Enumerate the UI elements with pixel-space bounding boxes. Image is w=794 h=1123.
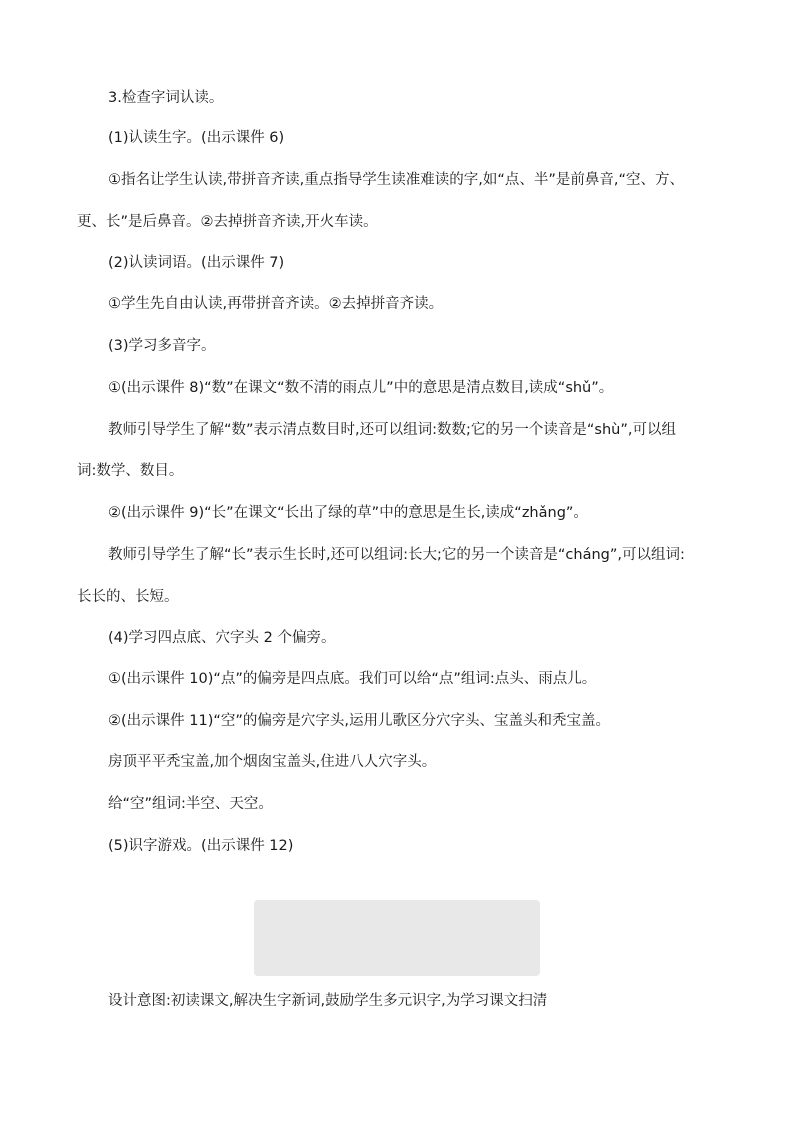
paragraph-line: 教师引导学生了解“数”表示清点数目时,还可以组词:数数;它的另一个读音是“shù”,可以组 <box>108 422 676 438</box>
paragraph-subheading-4: (4)学习四点底、穴字头 2 个偏旁。 <box>108 630 336 646</box>
paragraph-subheading-5: (5)识字游戏。(出示课件 12) <box>108 838 294 854</box>
paragraph-line: 给“空”组词:半空、天空。 <box>108 796 273 812</box>
courseware-image <box>254 900 540 976</box>
design-intent-line: 设计意图:初读课文,解决生字新词,鼓励学生多元识字,为学习课文扫清 <box>108 993 548 1009</box>
paragraph-line-continued: 词:数学、数目。 <box>77 463 184 479</box>
paragraph-line: ①(出示课件 8)“数”在课文“数不清的雨点儿”中的意思是清点数目,读成“shǔ”。 <box>108 380 614 396</box>
paragraph-line: ②(出示课件 9)“长”在课文“长出了绿的草”中的意思是生长,读成“zhǎng”。 <box>108 505 588 521</box>
paragraph-line: ①学生先自由认读,再带拼音齐读。②去掉拼音齐读。 <box>108 296 444 312</box>
paragraph-subheading-1: (1)认读生字。(出示课件 6) <box>108 130 285 146</box>
paragraph-heading-3: 3.检查字词认读。 <box>108 90 224 106</box>
paragraph-line: ②(出示课件 11)“空”的偏旁是穴字头,运用儿歌区分穴字头、宝盖头和秃宝盖。 <box>108 713 611 729</box>
paragraph-subheading-3: (3)学习多音字。 <box>108 338 216 354</box>
paragraph-line-continued: 长长的、长短。 <box>77 589 179 605</box>
paragraph-line: ①指名让学生认读,带拼音齐读,重点指导学生读准难读的字,如“点、半”是前鼻音,“空、方、 <box>108 172 684 188</box>
paragraph-subheading-2: (2)认读词语。(出示课件 7) <box>108 255 285 271</box>
paragraph-line-continued: 更、长”是后鼻音。②去掉拼音齐读,开火车读。 <box>77 214 378 230</box>
paragraph-line: 房顶平平秃宝盖,加个烟囱宝盖头,住进八人穴字头。 <box>108 754 437 770</box>
paragraph-line: 教师引导学生了解“长”表示生长时,还可以组词:长大;它的另一个读音是“cháng”,可以组词: <box>108 547 685 563</box>
paragraph-line: ①(出示课件 10)“点”的偏旁是四点底。我们可以给“点”组词:点头、雨点儿。 <box>108 671 597 687</box>
